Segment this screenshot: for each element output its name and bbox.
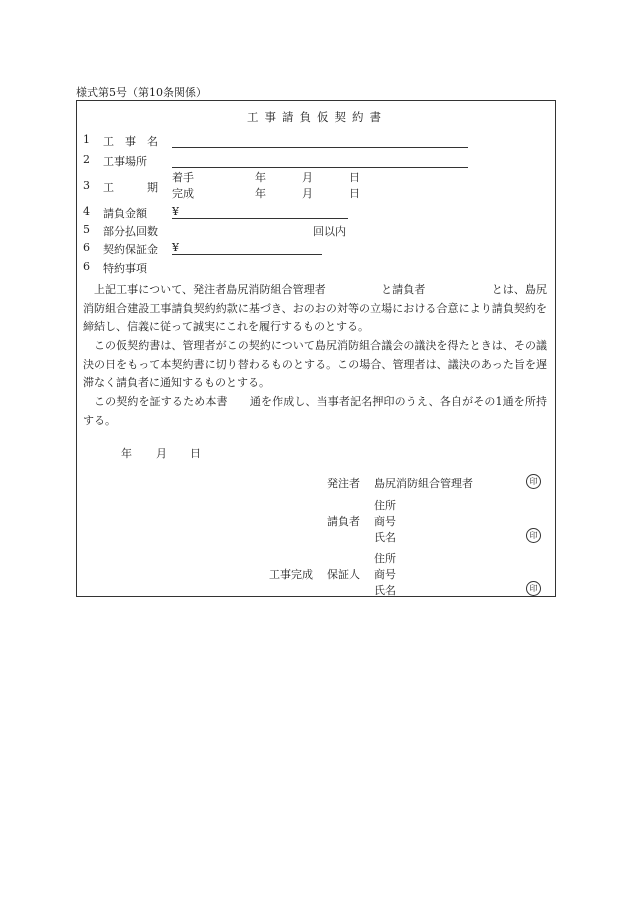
item-label: 特約事項 xyxy=(103,262,147,275)
guarantor-name-label: 氏名 xyxy=(374,584,396,597)
period-start-label: 着手 xyxy=(172,171,194,184)
contract-amount-line xyxy=(172,218,348,219)
item-label: 工 事 名 xyxy=(103,135,158,148)
period-start-year: 年 xyxy=(255,171,266,184)
contractor-name-label: 氏名 xyxy=(374,531,396,544)
period-end-month: 月 xyxy=(302,187,313,200)
item-number: 6 xyxy=(83,260,90,273)
item-label: 部分払回数 xyxy=(103,225,158,238)
item-label: 契約保証金 xyxy=(103,243,158,256)
construction-site-line xyxy=(172,167,468,168)
seal-icon: 印 xyxy=(526,474,541,489)
item-number: 2 xyxy=(83,153,90,166)
item-label: 請負金額 xyxy=(103,207,147,220)
guarantor-label: 保証人 xyxy=(327,568,360,581)
item-label: 工事場所 xyxy=(103,155,147,168)
contract-deposit-line xyxy=(172,254,322,255)
item-number: 5 xyxy=(83,223,90,236)
guarantor-trade-name-label: 商号 xyxy=(374,568,396,581)
date-year: 年 xyxy=(121,447,132,460)
item-number: 3 xyxy=(83,179,90,192)
orderer-name: 島尻消防組合管理者 xyxy=(374,477,473,490)
guarantor-address-label: 住所 xyxy=(374,552,396,565)
paragraph-copies: この契約を証するため本書 通を作成し、当事者記名押印のうえ、各自がその1通を所持する。 xyxy=(83,395,547,427)
date-day: 日 xyxy=(190,447,201,460)
item-number: 1 xyxy=(83,133,90,146)
item-number: 4 xyxy=(83,205,90,218)
yen-sign: ¥ xyxy=(172,241,179,254)
date-month: 月 xyxy=(156,447,167,460)
item-label: 工 期 xyxy=(103,181,158,194)
seal-icon: 印 xyxy=(526,581,541,596)
contract-frame xyxy=(76,100,556,597)
item-number: 6 xyxy=(83,241,90,254)
paragraph-provisional: この仮契約書は、管理者がこの契約について島尻消防組合議会の議決を得たときは、その議決の日をもって本契約書に切り替わるものとする。この場合、管理者は、議決のあった旨を遅滞なく請負者に通知するものとする。 xyxy=(83,339,547,389)
yen-sign: ¥ xyxy=(172,205,179,218)
period-end-year: 年 xyxy=(255,187,266,200)
period-start-day: 日 xyxy=(349,171,360,184)
orderer-label: 発注者 xyxy=(327,477,360,490)
contractor-label: 請負者 xyxy=(327,515,360,528)
period-end-label: 完成 xyxy=(172,187,194,200)
contractor-trade-name-label: 商号 xyxy=(374,515,396,528)
document-title: 工事請負仮契約書 xyxy=(247,110,387,124)
period-end-day: 日 xyxy=(349,187,360,200)
form-number-label: 様式第5号（第10条関係） xyxy=(76,86,207,99)
installments-suffix: 回以内 xyxy=(313,225,346,238)
completion-label: 工事完成 xyxy=(269,568,313,581)
construction-name-line xyxy=(172,147,468,148)
contractor-address-label: 住所 xyxy=(374,499,396,512)
paragraph-agreement: 上記工事について、発注者島尻消防組合管理者 と請負者 とは、島尻消防組合建設工事請負契約約款に基づき、おのおの対等の立場における合意により請負契約を締結し、信義に従って誠実にこれを履行するものとする。 xyxy=(83,283,547,333)
seal-icon: 印 xyxy=(526,528,541,543)
period-start-month: 月 xyxy=(302,171,313,184)
